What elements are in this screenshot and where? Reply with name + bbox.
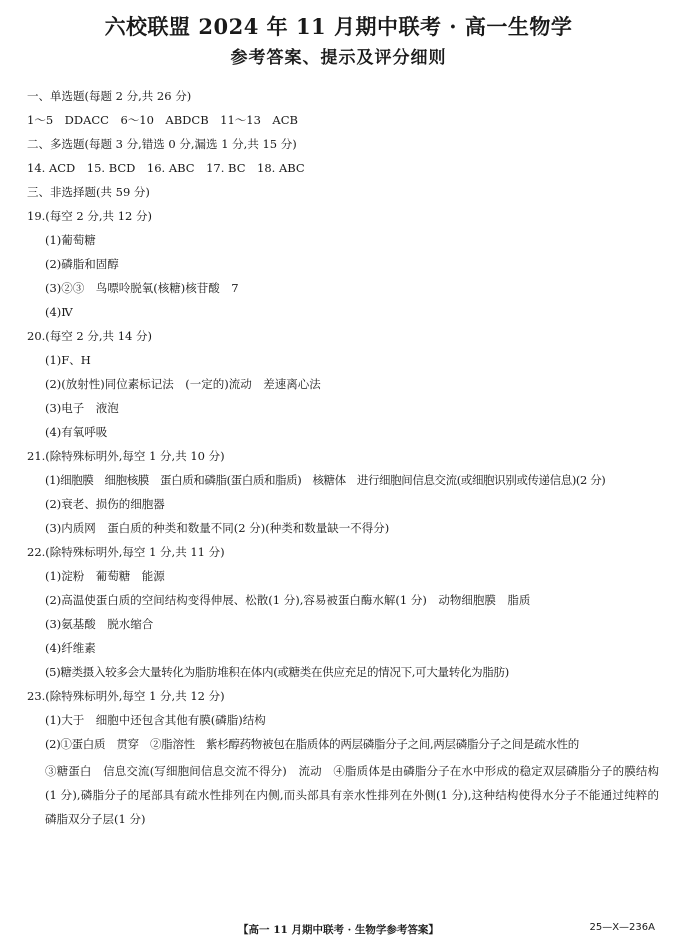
answer-line: 1～5 DDACC 6～10 ABDCB 11～13 ACB (27, 113, 298, 127)
answer-line: (1)细胞膜 细胞核膜 蛋白质和磷脂(蛋白质和脂质) 核糖体 进行细胞间信息交流(或细胞识别或传递信息)(2 分) (45, 473, 606, 487)
answer-line: (2)磷脂和固醇 (45, 257, 119, 271)
answer-content (27, 87, 659, 831)
question-20-heading: 20.(每空 2 分,共 14 分) (27, 329, 152, 343)
answer-line: (1)葡萄糖 (45, 233, 96, 247)
answer-line: (2)衰老、损伤的细胞器 (45, 497, 165, 511)
question-19-heading: 19.(每空 2 分,共 12 分) (27, 209, 152, 223)
answer-line: (5)糖类摄入较多会大量转化为脂肪堆积在体内(或糖类在供应充足的情况下,可大量转化为脂肪) (45, 665, 509, 679)
answer-line: 14. ACD 15. BCD 16. ABC 17. BC 18. ABC (27, 161, 305, 175)
document-title: 六校联盟 2024 年 11 月期中联考 · 高一生物学 (104, 14, 573, 39)
question-23-heading: 23.(除特殊标明外,每空 1 分,共 12 分) (27, 689, 225, 703)
footer-title: 【高一 11 月期中联考 · 生物学参考答案】 (238, 924, 439, 936)
answer-line: (1)淀粉 葡萄糖 能源 (45, 569, 165, 583)
section-heading-non-choice: 三、非选择题(共 59 分) (27, 185, 150, 199)
question-21-heading: 21.(除特殊标明外,每空 1 分,共 10 分) (27, 449, 225, 463)
answer-line: (2)①蛋白质 贯穿 ②脂溶性 紫杉醇药物被包在脂质体的两层磷脂分子之间,两层磷脂分子之间是疏水性的 (45, 737, 579, 751)
answer-line: (3)电子 液泡 (45, 401, 119, 415)
document-subtitle: 参考答案、提示及评分细则 (230, 48, 447, 68)
answer-line: (1)大于 细胞中还包含其他有膜(磷脂)结构 (45, 713, 266, 727)
answer-paragraph: ③糖蛋白 信息交流(写细胞间信息交流不得分) 流动 ④脂质体是由磷脂分子在水中形成的稳定双层磷脂分子的膜结构(1 分),磷脂分子的尾部具有疏水性排列在内侧,而头部具有亲水性排列在外侧(1 分),这种结构使得水分子不能通过纯粹的磷脂双分子层(1 分) (45, 764, 659, 826)
answer-line: (3)氨基酸 脱水缩合 (45, 617, 154, 631)
answer-line: (1)F、H (45, 353, 91, 367)
section-heading-single-choice: 一、单选题(每题 2 分,共 26 分) (27, 89, 192, 103)
footer-code: 25—X—236A (589, 922, 655, 933)
answer-line: (3)②③ 鸟嘌呤脱氧(核糖)核苷酸 7 (45, 281, 239, 295)
question-22-heading: 22.(除特殊标明外,每空 1 分,共 11 分) (27, 545, 225, 559)
page-footer (0, 922, 677, 938)
answer-line: (3)内质网 蛋白质的种类和数量不同(2 分)(种类和数量缺一不得分) (45, 521, 390, 535)
answer-line: (2)高温使蛋白质的空间结构变得伸展、松散(1 分),容易被蛋白酶水解(1 分) 动物细胞膜 脂质 (45, 593, 531, 607)
answer-line: (4)Ⅳ (45, 305, 73, 319)
answer-line: (4)纤维素 (45, 641, 96, 655)
answer-line: (2)(放射性)同位素标记法 (一定的)流动 差速离心法 (45, 377, 321, 391)
section-heading-multiple-choice: 二、多选题(每题 3 分,错选 0 分,漏选 1 分,共 15 分) (27, 137, 297, 151)
answer-line: (4)有氧呼吸 (45, 425, 108, 439)
